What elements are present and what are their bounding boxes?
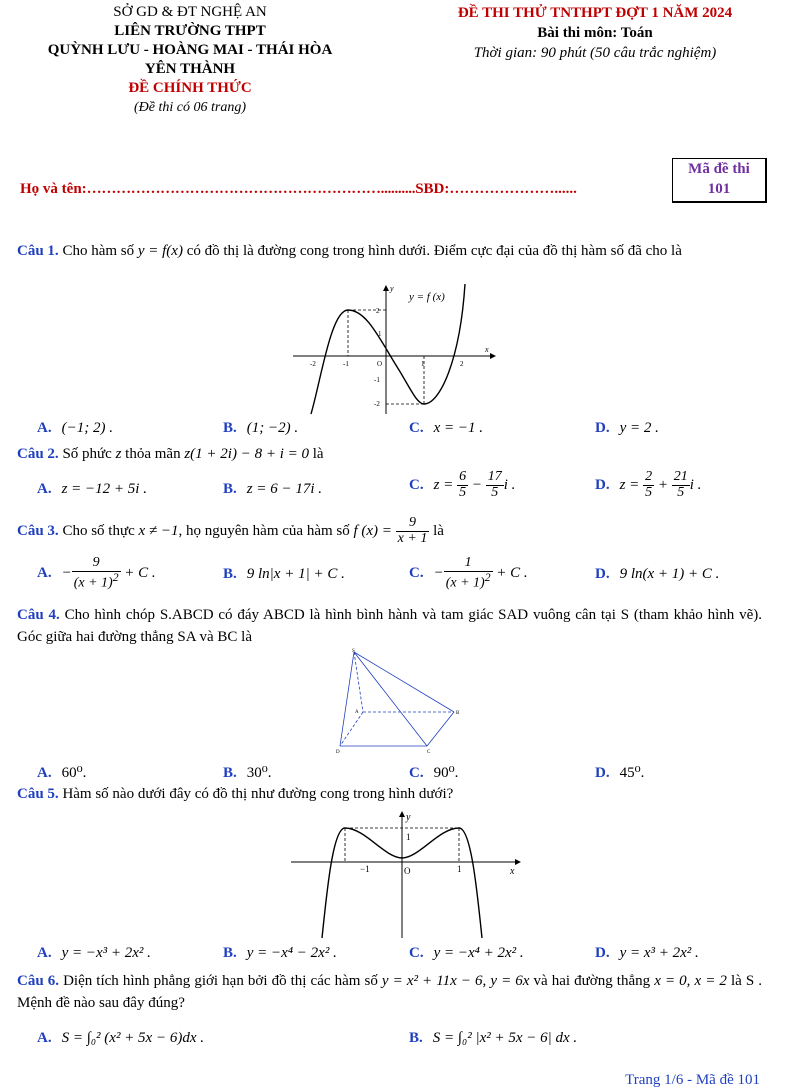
question-1	[17, 240, 762, 262]
q2-option-a[interactable]	[37, 481, 147, 498]
q4-option-b[interactable]	[223, 763, 272, 782]
tick-label: 1	[457, 864, 462, 874]
q2-option-c[interactable]	[409, 470, 515, 500]
tick-label: -2	[310, 360, 316, 368]
vertex-label: S	[352, 649, 355, 654]
option-label: C.	[409, 765, 424, 781]
question-number: Câu 3.	[17, 523, 59, 539]
exam-code-value: 101	[707, 181, 731, 197]
math-expr: f (x) =	[353, 523, 392, 539]
option-text: 9 ln|x + 1| + C .	[246, 566, 345, 582]
tick-label: 1	[406, 832, 411, 842]
q1-option-b[interactable]	[223, 420, 298, 437]
x-axis-label: x	[485, 345, 489, 354]
exam-title: ĐỀ THI THỬ TNTHPT ĐỢT 1 NĂM 2024	[457, 5, 733, 21]
option-text: 9 ln(x + 1) + C .	[619, 566, 720, 582]
option-text: (−1; 2) .	[61, 420, 113, 436]
q2-option-b[interactable]	[223, 481, 322, 498]
option-label: A.	[37, 945, 52, 961]
option-text: 60⁰.	[61, 765, 87, 781]
tick-label: −1	[360, 864, 370, 874]
option-label: A.	[37, 564, 52, 581]
name-label: Họ và tên:	[20, 181, 87, 197]
fraction-numerator: 9	[396, 516, 430, 532]
question-number: Câu 5.	[17, 786, 59, 802]
school-line-3: YÊN THÀNH	[144, 61, 236, 77]
question-text: là	[433, 523, 444, 539]
question-text: là S . Mệnh đề nào sau đây đúng?	[17, 973, 763, 1011]
school-line-1: LIÊN TRƯỜNG THPT	[114, 23, 266, 39]
question-text: Số phức	[62, 446, 112, 462]
exam-code-box	[672, 158, 767, 203]
option-text: (1; −2) .	[246, 420, 299, 436]
question-text: Cho số thực	[62, 523, 135, 539]
tick-label: -2	[374, 400, 380, 408]
edge-SB	[354, 652, 454, 712]
q1-option-d[interactable]	[595, 420, 659, 437]
option-text: − $\frac{1}{(x + 1)^2}$ + C .	[433, 555, 528, 591]
option-label: C.	[409, 945, 424, 961]
question-2	[17, 443, 762, 465]
q1-option-c[interactable]	[409, 420, 483, 437]
q4-option-c[interactable]	[409, 763, 458, 782]
math-expr: x ≠ −1	[138, 523, 179, 539]
y-axis-label: y	[390, 284, 394, 293]
x-axis-label: x	[510, 866, 515, 877]
option-label: B.	[223, 945, 237, 961]
option-text: x = −1 .	[433, 420, 483, 436]
option-label: B.	[223, 420, 237, 436]
math-expr: y = x² + 11x − 6, y = 6x	[381, 973, 530, 989]
sbd-label: SBD:	[415, 181, 450, 197]
option-label: A.	[37, 420, 52, 436]
q3-option-b[interactable]	[223, 566, 345, 583]
option-text: 30⁰.	[246, 765, 272, 781]
vertex-label: B	[456, 711, 460, 716]
page-footer: Trang 1/6 - Mã đề 101	[625, 1072, 760, 1088]
official-label: ĐỀ CHÍNH THỨC	[128, 80, 252, 96]
q4-option-d[interactable]	[595, 763, 644, 782]
math-expr: x = 0, x = 2	[654, 973, 727, 989]
option-text: z = 6 − 17i .	[246, 481, 323, 497]
option-label: D.	[595, 420, 610, 436]
q3-option-c[interactable]	[409, 556, 528, 591]
question-4	[17, 604, 762, 648]
question-text: là	[312, 446, 324, 462]
question-number: Câu 4.	[17, 607, 60, 623]
tick-label: 1	[378, 330, 382, 338]
option-text: z = $\frac{6}{5}$ − $\frac{17}{5}$ i .	[433, 469, 516, 500]
option-text: 45⁰.	[619, 765, 645, 781]
vertex-label: C	[427, 750, 431, 755]
option-text: y = −x³ + 2x² .	[61, 945, 151, 961]
vertex-label: A	[355, 710, 359, 715]
question-number: Câu 6.	[17, 973, 59, 989]
dept-name: SỞ GD & ĐT NGHỆ AN	[113, 4, 267, 20]
q5-option-a[interactable]	[37, 945, 151, 962]
header-right	[395, 3, 795, 63]
option-label: A.	[37, 481, 52, 497]
option-text: − $\frac{9}{(x + 1)^2}$ + C .	[61, 555, 156, 591]
q5-option-d[interactable]	[595, 945, 699, 962]
option-label: D.	[595, 945, 610, 961]
q5-option-b[interactable]	[223, 945, 337, 962]
subject: Bài thi môn: Toán	[537, 25, 653, 41]
q5-option-c[interactable]	[409, 945, 524, 962]
question-text: có đồ thị là đường cong trong hình dưới. Điểm cực đại của đồ thị hàm số đã cho là	[186, 243, 682, 259]
math-expr: y = f(x)	[137, 243, 183, 259]
duration: Thời gian: 90 phút (50 câu trắc nghiệm)	[473, 45, 717, 61]
q6-option-a[interactable]	[37, 1030, 204, 1047]
tick-label: 1	[421, 360, 425, 368]
student-info-line	[20, 181, 577, 198]
option-label: B.	[223, 765, 237, 781]
question-text: Diện tích hình phẳng giới hạn bởi đồ thị các hàm số	[63, 973, 378, 989]
q2-option-d[interactable]	[595, 470, 701, 500]
edge-AD	[340, 712, 363, 746]
question-5	[17, 783, 762, 805]
pages-note: (Đề thi có 06 trang)	[134, 100, 246, 115]
option-label: D.	[595, 765, 610, 781]
header-left	[10, 3, 370, 117]
option-label: C.	[409, 564, 424, 581]
edge-SC	[354, 652, 427, 746]
fraction	[396, 516, 430, 546]
option-label: D.	[595, 476, 610, 493]
option-text: y = −x⁴ + 2x² .	[433, 945, 524, 961]
exam-code-label: Mã đề thi	[688, 161, 750, 177]
option-label: C.	[409, 476, 424, 493]
option-text: y = x³ + 2x² .	[619, 945, 699, 961]
option-text: 90⁰.	[433, 765, 459, 781]
sbd-field[interactable]: …………………......	[449, 181, 577, 197]
option-text: S = ∫₀² |x² + 5x − 6| dx .	[432, 1030, 578, 1046]
q4-pyramid-figure	[330, 647, 470, 757]
option-label: B.	[223, 481, 237, 497]
q3-option-a[interactable]	[37, 556, 156, 591]
edge-SA	[354, 652, 363, 712]
option-label: C.	[409, 420, 424, 436]
question-text: Cho hình chóp S.ABCD có đáy ABCD là hình bình hành và tam giác SAD vuông cân tại S (tham khảo hình vẽ). Góc giữa hai đường thẳng SA và BC là	[17, 607, 762, 645]
edge-CB	[427, 712, 454, 746]
tick-label: 2	[460, 360, 464, 368]
tick-label: -1	[343, 360, 349, 368]
option-text: S = ∫₀² (x² + 5x − 6)dx .	[61, 1030, 204, 1046]
question-text: và hai đường thẳng	[533, 973, 651, 989]
question-text: Hàm số nào dưới đây có đồ thị như đường cong trong hình dưới?	[62, 786, 454, 802]
tick-label: -1	[374, 376, 380, 384]
q1-function-graph	[290, 282, 500, 418]
option-label: D.	[595, 566, 610, 582]
vertex-label: D	[336, 750, 340, 755]
question-text: thỏa mãn	[125, 446, 181, 462]
math-expr: z(1 + 2i) − 8 + i = 0	[184, 446, 309, 462]
question-6	[17, 970, 762, 1014]
question-number: Câu 1.	[17, 243, 59, 259]
option-label: B.	[409, 1030, 423, 1046]
name-field[interactable]: ……………………………………………………..........	[86, 181, 416, 197]
option-label: B.	[223, 566, 237, 582]
q4-option-a[interactable]	[37, 763, 86, 782]
tick-label: 2	[376, 307, 380, 315]
edge-SD	[340, 652, 354, 746]
q6-option-b[interactable]	[409, 1030, 577, 1047]
tick-label: O	[404, 866, 411, 876]
question-text: Cho hàm số	[62, 243, 135, 259]
option-text: z = $\frac{2}{5}$ + $\frac{21}{5}$ i .	[619, 469, 702, 500]
q1-option-a[interactable]	[37, 420, 113, 437]
y-axis-label: y	[406, 812, 411, 823]
option-text: y = 2 .	[619, 420, 659, 436]
math-expr: z	[115, 446, 122, 462]
school-line-2: QUỲNH LƯU - HOÀNG MAI - THÁI HÒA	[47, 42, 333, 58]
q5-function-graph	[288, 808, 524, 942]
option-label: A.	[37, 1030, 52, 1046]
question-text: , họ nguyên hàm của hàm số	[178, 523, 350, 539]
question-number: Câu 2.	[17, 446, 59, 462]
option-text: z = −12 + 5i .	[61, 481, 147, 497]
tick-label: O	[377, 360, 383, 368]
option-text: y = −x⁴ − 2x² .	[246, 945, 337, 961]
graph-label: y = f (x)	[409, 291, 445, 303]
option-label: A.	[37, 765, 52, 781]
fraction-denominator: x + 1	[397, 531, 428, 547]
function-curve	[311, 284, 465, 414]
q3-option-d[interactable]	[595, 566, 719, 583]
question-3	[17, 514, 762, 548]
